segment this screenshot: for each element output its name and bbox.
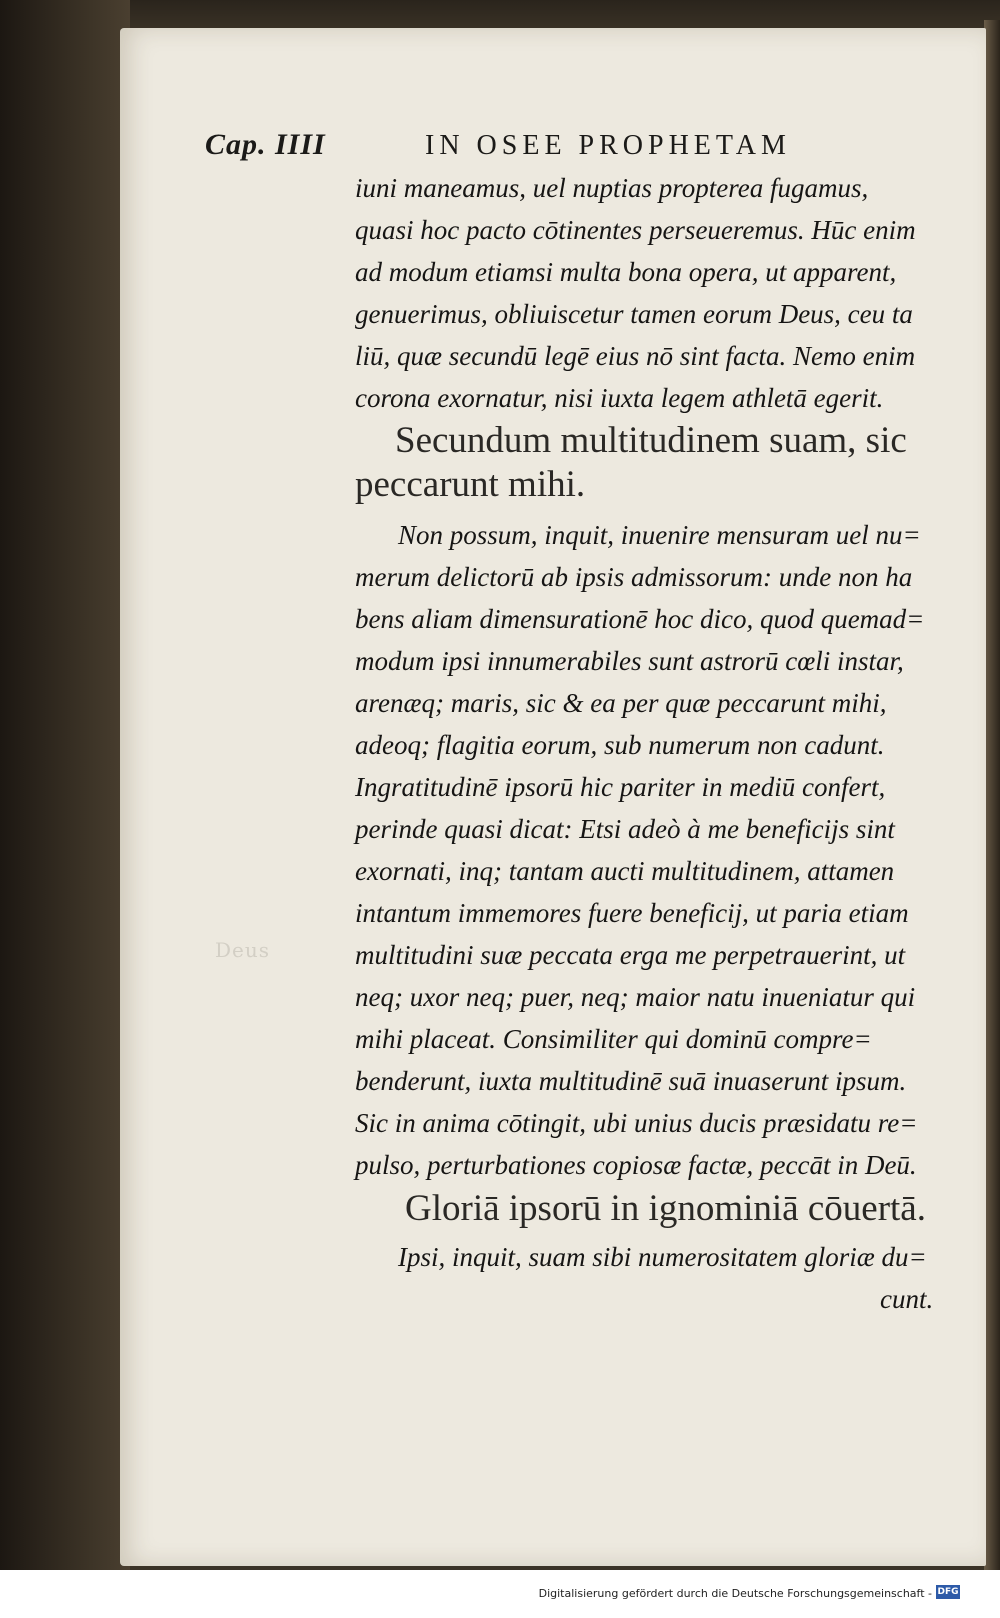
text-line: merum delictorū ab ipsis admissorum: unde non ha: [355, 562, 913, 592]
lemma-heading: Secundum multitudinem suam, sic: [395, 420, 907, 461]
text-line: benderunt, iuxta multitudinē suā inuaserunt ipsum.: [355, 1066, 907, 1096]
text-line: quasi hoc pacto cōtinentes perseueremus. Hūc enim: [355, 215, 916, 245]
running-title: IN OSEE PROPHETAM: [425, 130, 791, 161]
text-line: perinde quasi dicat: Etsi adeò à me beneficijs sint: [355, 814, 895, 844]
text-line: mihi placeat. Consimiliter qui dominū compre=: [355, 1024, 872, 1054]
text-line: neq; uxor neq; puer, neq; maior natu inueniatur qui: [355, 982, 916, 1012]
text-line: adeoq; flagitia eorum, sub numerum non cadunt.: [355, 730, 885, 760]
page-edge-shadow: [984, 20, 1000, 1570]
text-line: iuni maneamus, uel nuptias propterea fugamus,: [355, 173, 869, 203]
text-line: Non possum, inquit, inuenire mensuram uel nu=: [398, 520, 921, 550]
text-line: bens aliam dimensurationē hoc dico, quod quemad=: [355, 604, 925, 634]
text-line: genuerimus, obliuiscetur tamen eorum Deus, ceu ta: [355, 299, 913, 329]
text-line: liū, quæ secundū legē eius nō sint facta. Nemo enim: [355, 341, 916, 371]
lemma-heading: Gloriā ipsorū in ignominiā cōuertā.: [405, 1188, 926, 1229]
text-line: Ingratitudinē ipsorū hic pariter in mediū confert,: [355, 772, 886, 802]
text-line: Ipsi, inquit, suam sibi numerositatem gloriæ du=: [398, 1242, 927, 1272]
text-line: ad modum etiamsi multa bona opera, ut apparent,: [355, 257, 897, 287]
text-line: Sic in anima cōtingit, ubi unius ducis præsidatu re=: [355, 1108, 918, 1138]
text-line: pulso, perturbationes copiosæ factæ, peccāt in Deū.: [355, 1150, 917, 1180]
text-line: modum ipsi innumerabiles sunt astrorū cœli instar,: [355, 646, 904, 676]
lemma-heading: peccarunt mihi.: [355, 464, 586, 505]
funding-credit: Digitalisierung gefördert durch die Deutsche Forschungsgemeinschaft -: [538, 1587, 932, 1600]
chapter-label: Cap. IIII: [205, 128, 326, 161]
catchword: cunt.: [880, 1284, 934, 1314]
text-line: intantum immemores fuere beneficij, ut paria etiam: [355, 898, 909, 928]
bleed-through-text: Deus: [215, 938, 271, 962]
book-spine-shadow: [0, 0, 130, 1570]
text-line: corona exornatur, nisi iuxta legem athletā egerit.: [355, 383, 884, 413]
text-line: exornati, inq; tantam aucti multitudinem, attamen: [355, 856, 895, 886]
text-line: arenæq; maris, sic & ea per quæ peccarunt mihi,: [355, 688, 887, 718]
digitization-footer: [0, 1578, 1000, 1608]
dfg-logo: DFG: [937, 1587, 959, 1597]
text-line: multitudini suæ peccata erga me perpetrauerint, ut: [355, 940, 906, 970]
page-header: [205, 128, 905, 168]
